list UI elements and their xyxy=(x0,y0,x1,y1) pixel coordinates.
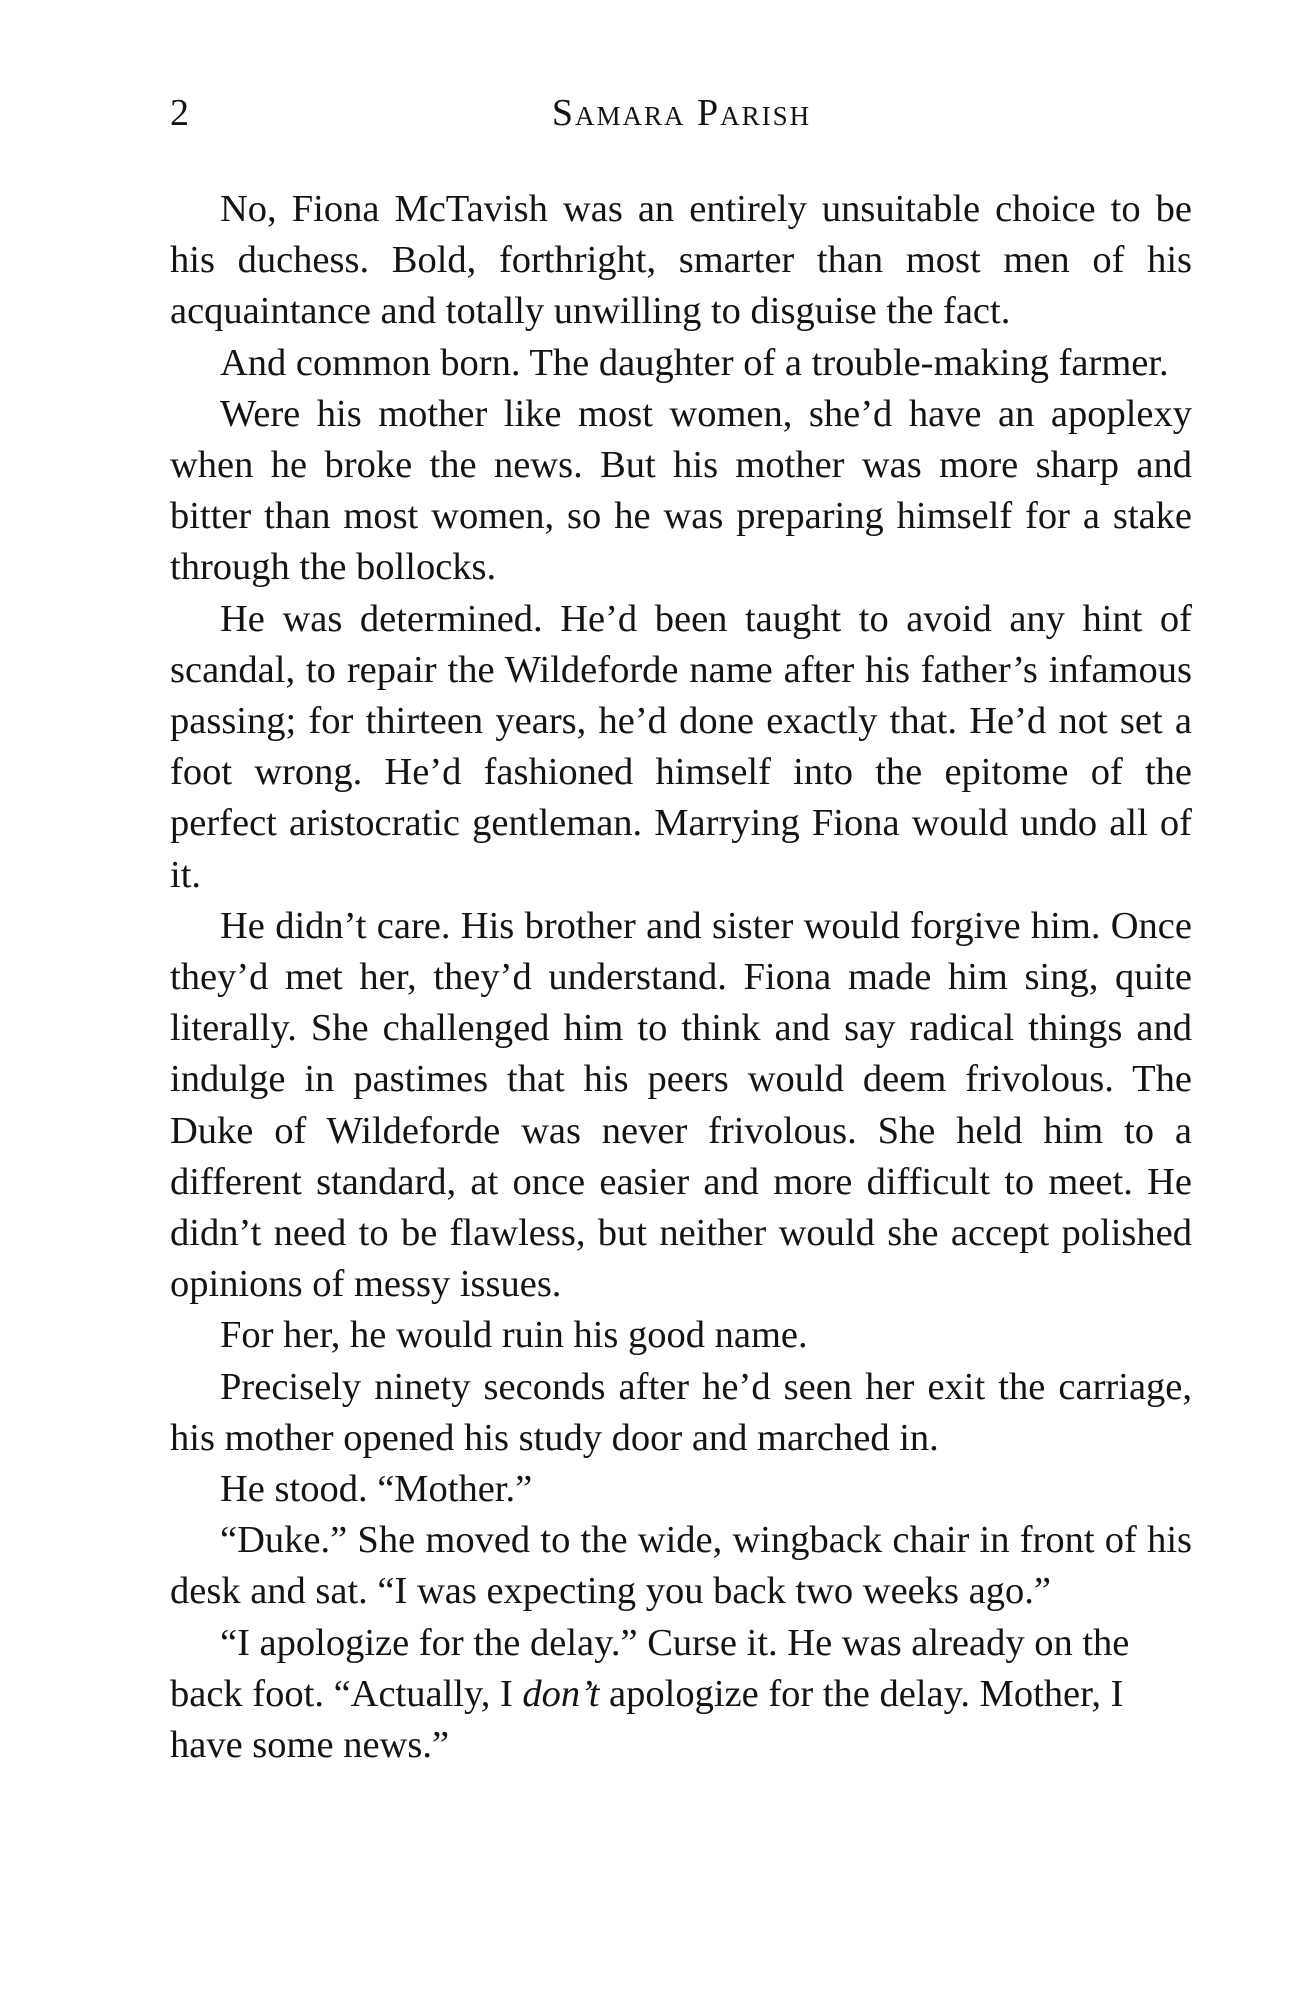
paragraph-final xyxy=(170,1618,1192,1772)
final-paragraph-start: “I apologize for the delay.” Curse it. He was already on the back foot. “Actually, I xyxy=(170,1621,1130,1715)
paragraph: And common born. The daughter of a trouble-making farmer. xyxy=(220,341,1169,384)
paragraph: Were his mother like most women, she’d have an apoplexy when he broke the news. But his mother was more sharp and bitter than most women, so he was preparing himself for a stake through the bollocks. xyxy=(170,392,1192,589)
paragraph: No, Fiona McTavish was an entirely unsuitable choice to be his duchess. Bold, forthright, smarter than most men of his acquaintance and totally unwilling to disguise the fact. xyxy=(170,188,1192,333)
page-number: 2 xyxy=(170,92,189,134)
paragraph: He was determined. He’d been taught to avoid any hint of scandal, to repair the Wildeforde name after his father’s infamous passing; for thirteen years, he’d done exactly that. He’d not set a foot wrong. He’d fashioned himself into the epitome of the perfect aristocratic gentleman. Marrying Fiona would undo all of it. xyxy=(170,597,1192,896)
final-paragraph-end: apologize for the delay. Mother, I have some news.” xyxy=(170,1672,1124,1767)
body-text xyxy=(170,184,1192,1771)
paragraph: For her, he would ruin his good name. xyxy=(220,1314,808,1357)
paragraph: He didn’t care. His brother and sister would forgive him. Once they’d met her, they’d understand. Fiona made him sing, quite literally. She challenged him to think and say radical things and indulge in pastimes that his peers would deem frivolous. The Duke of Wildeforde was never frivolous. She held him to a different standard, at once easier and more difficult to meet. He didn’t need to be flawless, but neither would she accept polished opinions of messy issues. xyxy=(170,904,1192,1306)
paragraph: “Duke.” She moved to the wide, wingback chair in front of his desk and sat. “I was expecting you back two weeks ago.” xyxy=(170,1519,1192,1613)
paragraph: Precisely ninety seconds after he’d seen her exit the carriage, his mother opened his study door and marched in. xyxy=(170,1365,1192,1459)
page-header xyxy=(170,88,1193,138)
running-head-author: Samara Parish xyxy=(551,92,812,134)
paragraph: He stood. “Mother.” xyxy=(220,1468,533,1511)
emphasized-word: don’t xyxy=(522,1672,600,1715)
